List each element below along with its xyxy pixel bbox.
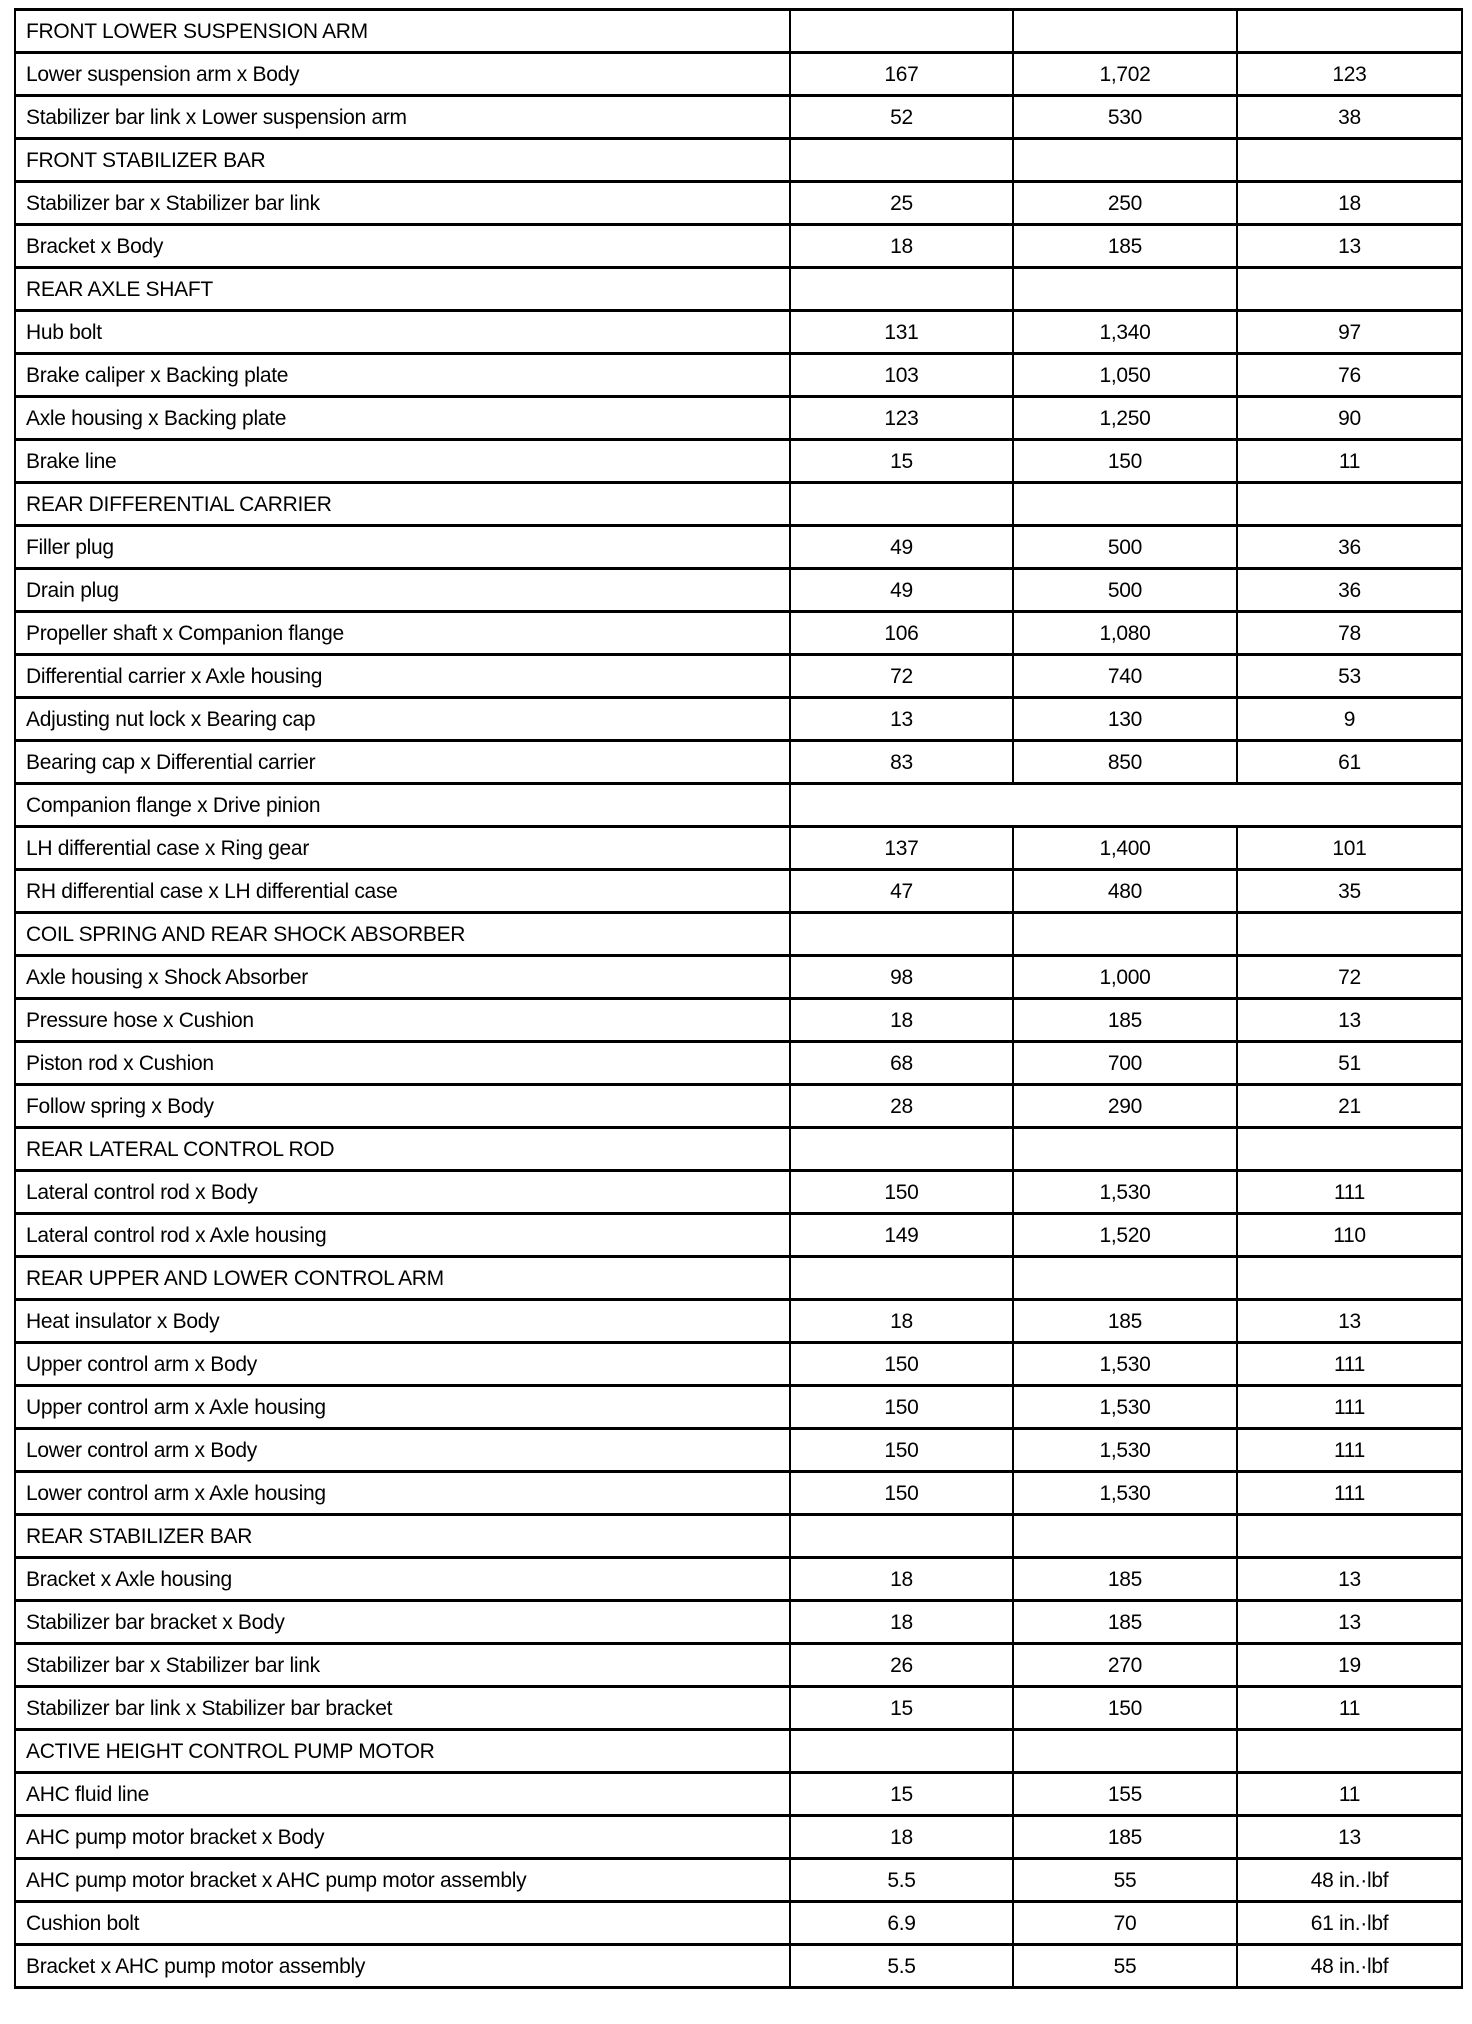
table-row — [15, 612, 1462, 655]
torque-ft-lbf: 61 — [1237, 741, 1462, 784]
torque-ft-lbf: 13 — [1237, 1300, 1462, 1343]
torque-kgf-cm: 185 — [1013, 225, 1237, 268]
torque-kgf-cm: 185 — [1013, 1558, 1237, 1601]
torque-ft-lbf: 111 — [1237, 1171, 1462, 1214]
torque-spec-body — [15, 10, 1462, 1988]
empty-cell — [1013, 1730, 1237, 1773]
part-name: Bracket x Body — [15, 225, 790, 268]
section-title: FRONT LOWER SUSPENSION ARM — [15, 10, 790, 53]
empty-cell — [790, 268, 1013, 311]
part-name: Heat insulator x Body — [15, 1300, 790, 1343]
torque-nm: 28 — [790, 1085, 1013, 1128]
torque-nm: 131 — [790, 311, 1013, 354]
torque-nm: 15 — [790, 1773, 1013, 1816]
torque-ft-lbf: 13 — [1237, 1816, 1462, 1859]
torque-nm: 25 — [790, 182, 1013, 225]
section-title: REAR DIFFERENTIAL CARRIER — [15, 483, 790, 526]
table-row — [15, 569, 1462, 612]
torque-kgf-cm: 150 — [1013, 1687, 1237, 1730]
torque-kgf-cm: 530 — [1013, 96, 1237, 139]
torque-ft-lbf: 19 — [1237, 1644, 1462, 1687]
torque-ft-lbf: 111 — [1237, 1429, 1462, 1472]
table-row — [15, 1902, 1462, 1945]
torque-ft-lbf: 97 — [1237, 311, 1462, 354]
empty-cell — [1237, 10, 1462, 53]
table-row — [15, 1085, 1462, 1128]
empty-cell — [790, 139, 1013, 182]
torque-ft-lbf: 13 — [1237, 999, 1462, 1042]
torque-nm: 150 — [790, 1171, 1013, 1214]
merged-empty-cell — [790, 784, 1462, 827]
torque-ft-lbf: 72 — [1237, 956, 1462, 999]
empty-cell — [1013, 10, 1237, 53]
torque-kgf-cm: 150 — [1013, 440, 1237, 483]
torque-kgf-cm: 55 — [1013, 1945, 1237, 1988]
torque-kgf-cm: 1,530 — [1013, 1386, 1237, 1429]
part-name: Axle housing x Shock Absorber — [15, 956, 790, 999]
table-row — [15, 999, 1462, 1042]
table-row — [15, 1171, 1462, 1214]
torque-ft-lbf: 36 — [1237, 569, 1462, 612]
torque-nm: 167 — [790, 53, 1013, 96]
torque-kgf-cm: 1,530 — [1013, 1171, 1237, 1214]
part-name: Stabilizer bar link x Stabilizer bar bracket — [15, 1687, 790, 1730]
table-row — [15, 1472, 1462, 1515]
table-row — [15, 225, 1462, 268]
torque-nm: 5.5 — [790, 1945, 1013, 1988]
torque-kgf-cm: 270 — [1013, 1644, 1237, 1687]
torque-ft-lbf: 21 — [1237, 1085, 1462, 1128]
torque-nm: 18 — [790, 999, 1013, 1042]
part-name: Filler plug — [15, 526, 790, 569]
table-row — [15, 698, 1462, 741]
part-name: Upper control arm x Axle housing — [15, 1386, 790, 1429]
torque-kgf-cm: 740 — [1013, 655, 1237, 698]
section-header-row — [15, 1515, 1462, 1558]
part-name: Stabilizer bar bracket x Body — [15, 1601, 790, 1644]
part-name: Hub bolt — [15, 311, 790, 354]
torque-nm: 150 — [790, 1343, 1013, 1386]
table-row — [15, 397, 1462, 440]
part-name: Lateral control rod x Axle housing — [15, 1214, 790, 1257]
torque-kgf-cm: 1,530 — [1013, 1472, 1237, 1515]
table-row — [15, 1042, 1462, 1085]
table-row — [15, 1601, 1462, 1644]
part-name: Cushion bolt — [15, 1902, 790, 1945]
section-title: REAR AXLE SHAFT — [15, 268, 790, 311]
section-header-row — [15, 1128, 1462, 1171]
torque-ft-lbf: 18 — [1237, 182, 1462, 225]
torque-kgf-cm: 1,340 — [1013, 311, 1237, 354]
part-name: Axle housing x Backing plate — [15, 397, 790, 440]
empty-cell — [1237, 139, 1462, 182]
torque-ft-lbf: 111 — [1237, 1386, 1462, 1429]
part-name: Companion flange x Drive pinion — [15, 784, 790, 827]
part-name: Adjusting nut lock x Bearing cap — [15, 698, 790, 741]
empty-cell — [1237, 1515, 1462, 1558]
empty-cell — [790, 1730, 1013, 1773]
empty-cell — [790, 1128, 1013, 1171]
section-header-row — [15, 483, 1462, 526]
table-row — [15, 1687, 1462, 1730]
section-header-row — [15, 1257, 1462, 1300]
torque-nm: 13 — [790, 698, 1013, 741]
table-row — [15, 1816, 1462, 1859]
torque-nm: 18 — [790, 1816, 1013, 1859]
part-name: Upper control arm x Body — [15, 1343, 790, 1386]
torque-kgf-cm: 1,050 — [1013, 354, 1237, 397]
torque-kgf-cm: 1,520 — [1013, 1214, 1237, 1257]
torque-ft-lbf: 13 — [1237, 1601, 1462, 1644]
section-header-row — [15, 139, 1462, 182]
torque-nm: 18 — [790, 1300, 1013, 1343]
torque-nm: 98 — [790, 956, 1013, 999]
torque-kgf-cm: 185 — [1013, 1816, 1237, 1859]
torque-ft-lbf: 123 — [1237, 53, 1462, 96]
section-header-row — [15, 268, 1462, 311]
torque-ft-lbf: 53 — [1237, 655, 1462, 698]
part-name: Brake line — [15, 440, 790, 483]
torque-kgf-cm: 500 — [1013, 526, 1237, 569]
torque-ft-lbf: 61 in.·lbf — [1237, 1902, 1462, 1945]
torque-ft-lbf: 35 — [1237, 870, 1462, 913]
torque-kgf-cm: 70 — [1013, 1902, 1237, 1945]
torque-kgf-cm: 290 — [1013, 1085, 1237, 1128]
part-name: AHC pump motor bracket x Body — [15, 1816, 790, 1859]
torque-nm: 149 — [790, 1214, 1013, 1257]
part-name: Stabilizer bar x Stabilizer bar link — [15, 1644, 790, 1687]
torque-kgf-cm: 185 — [1013, 1601, 1237, 1644]
part-name: RH differential case x LH differential case — [15, 870, 790, 913]
part-name: Lower suspension arm x Body — [15, 53, 790, 96]
torque-ft-lbf: 11 — [1237, 440, 1462, 483]
part-name: Bracket x AHC pump motor assembly — [15, 1945, 790, 1988]
torque-nm: 6.9 — [790, 1902, 1013, 1945]
torque-nm: 47 — [790, 870, 1013, 913]
torque-kgf-cm: 185 — [1013, 1300, 1237, 1343]
torque-kgf-cm: 1,080 — [1013, 612, 1237, 655]
torque-nm: 103 — [790, 354, 1013, 397]
empty-cell — [1013, 268, 1237, 311]
empty-cell — [1237, 913, 1462, 956]
torque-kgf-cm: 500 — [1013, 569, 1237, 612]
torque-ft-lbf: 51 — [1237, 1042, 1462, 1085]
table-row — [15, 96, 1462, 139]
table-row — [15, 1644, 1462, 1687]
table-row — [15, 1945, 1462, 1988]
torque-nm: 150 — [790, 1429, 1013, 1472]
torque-nm: 123 — [790, 397, 1013, 440]
torque-ft-lbf: 111 — [1237, 1343, 1462, 1386]
table-row — [15, 1300, 1462, 1343]
torque-ft-lbf: 78 — [1237, 612, 1462, 655]
section-title: COIL SPRING AND REAR SHOCK ABSORBER — [15, 913, 790, 956]
empty-cell — [1237, 483, 1462, 526]
part-name: LH differential case x Ring gear — [15, 827, 790, 870]
table-row — [15, 956, 1462, 999]
torque-ft-lbf: 101 — [1237, 827, 1462, 870]
table-row — [15, 1859, 1462, 1902]
part-name: Lower control arm x Axle housing — [15, 1472, 790, 1515]
torque-nm: 137 — [790, 827, 1013, 870]
table-row — [15, 1343, 1462, 1386]
table-row — [15, 53, 1462, 96]
section-title: ACTIVE HEIGHT CONTROL PUMP MOTOR — [15, 1730, 790, 1773]
torque-kgf-cm: 480 — [1013, 870, 1237, 913]
table-row — [15, 311, 1462, 354]
torque-nm: 106 — [790, 612, 1013, 655]
torque-ft-lbf: 111 — [1237, 1472, 1462, 1515]
part-name: Piston rod x Cushion — [15, 1042, 790, 1085]
torque-nm: 49 — [790, 569, 1013, 612]
torque-ft-lbf: 38 — [1237, 96, 1462, 139]
table-row — [15, 440, 1462, 483]
torque-kgf-cm: 850 — [1013, 741, 1237, 784]
torque-kgf-cm: 1,530 — [1013, 1343, 1237, 1386]
part-name: Propeller shaft x Companion flange — [15, 612, 790, 655]
torque-nm: 15 — [790, 440, 1013, 483]
empty-cell — [790, 913, 1013, 956]
torque-nm: 18 — [790, 225, 1013, 268]
section-header-row — [15, 913, 1462, 956]
empty-cell — [1013, 1128, 1237, 1171]
part-name: Lateral control rod x Body — [15, 1171, 790, 1214]
empty-cell — [1237, 268, 1462, 311]
empty-cell — [790, 1257, 1013, 1300]
table-row — [15, 1558, 1462, 1601]
torque-ft-lbf: 11 — [1237, 1773, 1462, 1816]
part-name: Stabilizer bar x Stabilizer bar link — [15, 182, 790, 225]
torque-ft-lbf: 76 — [1237, 354, 1462, 397]
table-row — [15, 655, 1462, 698]
torque-nm: 68 — [790, 1042, 1013, 1085]
table-row — [15, 1214, 1462, 1257]
torque-ft-lbf: 48 in.·lbf — [1237, 1859, 1462, 1902]
empty-cell — [1013, 483, 1237, 526]
empty-cell — [1237, 1128, 1462, 1171]
table-row — [15, 1386, 1462, 1429]
torque-nm: 15 — [790, 1687, 1013, 1730]
section-title: REAR LATERAL CONTROL ROD — [15, 1128, 790, 1171]
torque-nm: 26 — [790, 1644, 1013, 1687]
empty-cell — [1237, 1257, 1462, 1300]
table-row — [15, 741, 1462, 784]
part-name: Stabilizer bar link x Lower suspension arm — [15, 96, 790, 139]
torque-nm: 83 — [790, 741, 1013, 784]
empty-cell — [1013, 139, 1237, 182]
torque-nm: 18 — [790, 1601, 1013, 1644]
torque-kgf-cm: 700 — [1013, 1042, 1237, 1085]
table-row — [15, 182, 1462, 225]
section-title: REAR STABILIZER BAR — [15, 1515, 790, 1558]
table-row — [15, 870, 1462, 913]
part-name: Follow spring x Body — [15, 1085, 790, 1128]
empty-cell — [1013, 1515, 1237, 1558]
torque-nm: 49 — [790, 526, 1013, 569]
torque-ft-lbf: 9 — [1237, 698, 1462, 741]
torque-kgf-cm: 1,530 — [1013, 1429, 1237, 1472]
torque-kgf-cm: 1,000 — [1013, 956, 1237, 999]
torque-ft-lbf: 13 — [1237, 1558, 1462, 1601]
torque-nm: 150 — [790, 1386, 1013, 1429]
empty-cell — [1013, 913, 1237, 956]
part-name: Bearing cap x Differential carrier — [15, 741, 790, 784]
empty-cell — [790, 483, 1013, 526]
section-header-row — [15, 1730, 1462, 1773]
empty-cell — [1237, 1730, 1462, 1773]
torque-kgf-cm: 250 — [1013, 182, 1237, 225]
part-name: Brake caliper x Backing plate — [15, 354, 790, 397]
section-title: FRONT STABILIZER BAR — [15, 139, 790, 182]
torque-ft-lbf: 90 — [1237, 397, 1462, 440]
part-name: Drain plug — [15, 569, 790, 612]
empty-cell — [790, 10, 1013, 53]
part-name: Lower control arm x Body — [15, 1429, 790, 1472]
torque-ft-lbf: 110 — [1237, 1214, 1462, 1257]
merged-row — [15, 784, 1462, 827]
torque-nm: 150 — [790, 1472, 1013, 1515]
part-name: Differential carrier x Axle housing — [15, 655, 790, 698]
torque-ft-lbf: 48 in.·lbf — [1237, 1945, 1462, 1988]
torque-kgf-cm: 155 — [1013, 1773, 1237, 1816]
torque-kgf-cm: 1,702 — [1013, 53, 1237, 96]
torque-nm: 5.5 — [790, 1859, 1013, 1902]
torque-nm: 72 — [790, 655, 1013, 698]
table-row — [15, 1773, 1462, 1816]
torque-nm: 18 — [790, 1558, 1013, 1601]
table-row — [15, 827, 1462, 870]
torque-kgf-cm: 130 — [1013, 698, 1237, 741]
torque-kgf-cm: 1,400 — [1013, 827, 1237, 870]
part-name: Pressure hose x Cushion — [15, 999, 790, 1042]
section-title: REAR UPPER AND LOWER CONTROL ARM — [15, 1257, 790, 1300]
part-name: Bracket x Axle housing — [15, 1558, 790, 1601]
torque-spec-table — [14, 8, 1463, 1989]
torque-ft-lbf: 36 — [1237, 526, 1462, 569]
section-header-row — [15, 10, 1462, 53]
torque-kgf-cm: 185 — [1013, 999, 1237, 1042]
torque-kgf-cm: 55 — [1013, 1859, 1237, 1902]
part-name: AHC pump motor bracket x AHC pump motor assembly — [15, 1859, 790, 1902]
empty-cell — [790, 1515, 1013, 1558]
table-row — [15, 526, 1462, 569]
torque-ft-lbf: 11 — [1237, 1687, 1462, 1730]
empty-cell — [1013, 1257, 1237, 1300]
part-name: AHC fluid line — [15, 1773, 790, 1816]
table-row — [15, 354, 1462, 397]
torque-nm: 52 — [790, 96, 1013, 139]
torque-ft-lbf: 13 — [1237, 225, 1462, 268]
torque-kgf-cm: 1,250 — [1013, 397, 1237, 440]
table-row — [15, 1429, 1462, 1472]
